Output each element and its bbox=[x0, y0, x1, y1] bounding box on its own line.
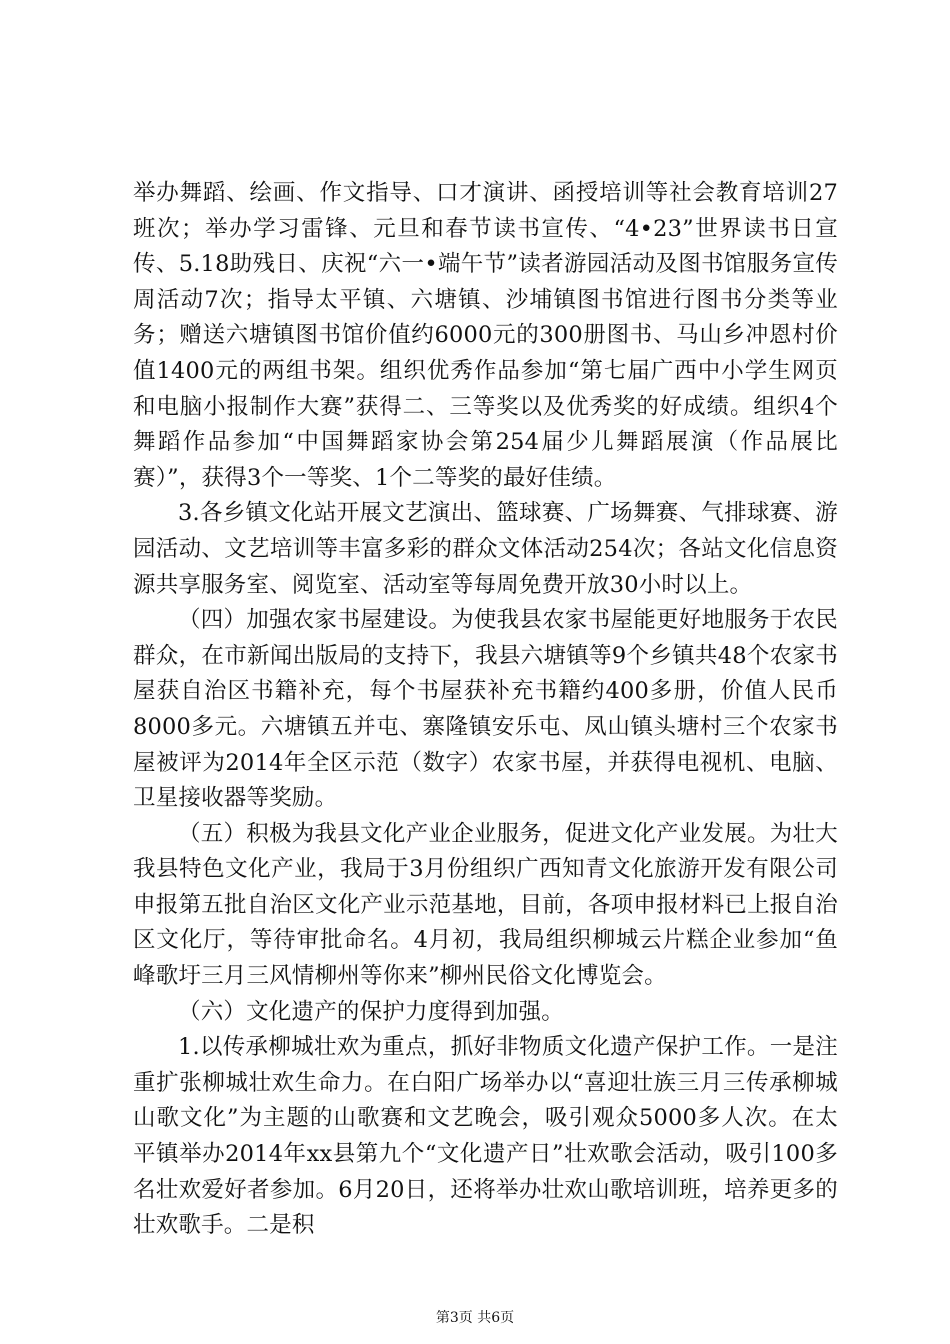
paragraph-continuation: 举办舞蹈、绘画、作文指导、口才演讲、函授培训等社会教育培训27班次；举办学习雷锋、元旦和春节读书宣传、“4•23”世界读书日宣传、5.18助残日、庆祝“六一•端午节”读者游园活动及图书馆服务宣传周活动7次；指导太平镇、六塘镇、沙埔镇图书馆进行图书分类等业务；赠送六塘镇图书馆价值约6000元的300册图书、马山乡冲恩村价值1400元的两组书架。组织优秀作品参加“第七届广西中小学生网页和电脑小报制作大赛”获得二、三等奖以及优秀奖的好成绩。组织4个舞蹈作品参加“中国舞蹈家协会第254届少儿舞蹈展演（作品展比赛）”，获得3个一等奖、1个二等奖的最好佳绩。 bbox=[133, 180, 838, 491]
paragraph-section-6-item-1: 1.以传承柳城壮欢为重点，抓好非物质文化遗产保护工作。一是注重扩张柳城壮欢生命力。在白阳广场举办以“喜迎壮族三月三传承柳城山歌文化”为主题的山歌赛和文艺晚会，吸引观众5000多人次。在太平镇举办2014年xx县第九个“文化遗产日”壮欢歌会活动，吸引100多名壮欢爱好者参加。6月20日，还将举办壮欢山歌培训班，培养更多的壮欢歌手。二是积 bbox=[133, 1034, 838, 1239]
page-number-footer: 第3页 共6页 bbox=[435, 1310, 515, 1326]
paragraph-item-3: 3.各乡镇文化站开展文艺演出、篮球赛、广场舞赛、气排球赛、游园活动、文艺培训等丰富多彩的群众文体活动254次；各站文化信息资源共享服务室、阅览室、活动室等每周免费开放30小时以上。 bbox=[133, 500, 838, 598]
paragraph-section-5: （五）积极为我县文化产业企业服务，促进文化产业发展。为壮大我县特色文化产业，我局于3月份组织广西知青文化旅游开发有限公司申报第五批自治区文化产业示范基地，目前，各项申报材料已上报自治区文化厅，等待审批命名。4月初，我局组织柳城云片糕企业参加“鱼峰歌圩三月三风情柳州等你来”柳州民俗文化博览会。 bbox=[133, 820, 838, 990]
paragraph-section-4: （四）加强农家书屋建设。为使我县农家书屋能更好地服务于农民群众，在市新闻出版局的支持下，我县六塘镇等9个乡镇共48个农家书屋获自治区书籍补充，每个书屋获补充书籍约400多册，价值人民币8000多元。六塘镇五并屯、寨隆镇安乐屯、凤山镇头塘村三个农家书屋被评为2014年全区示范（数字）农家书屋，并获得电视机、电脑、卫星接收器等奖励。 bbox=[133, 607, 838, 812]
paragraph-section-6-heading: （六）文化遗产的保护力度得到加强。 bbox=[178, 998, 564, 1025]
document-body bbox=[133, 176, 838, 1244]
